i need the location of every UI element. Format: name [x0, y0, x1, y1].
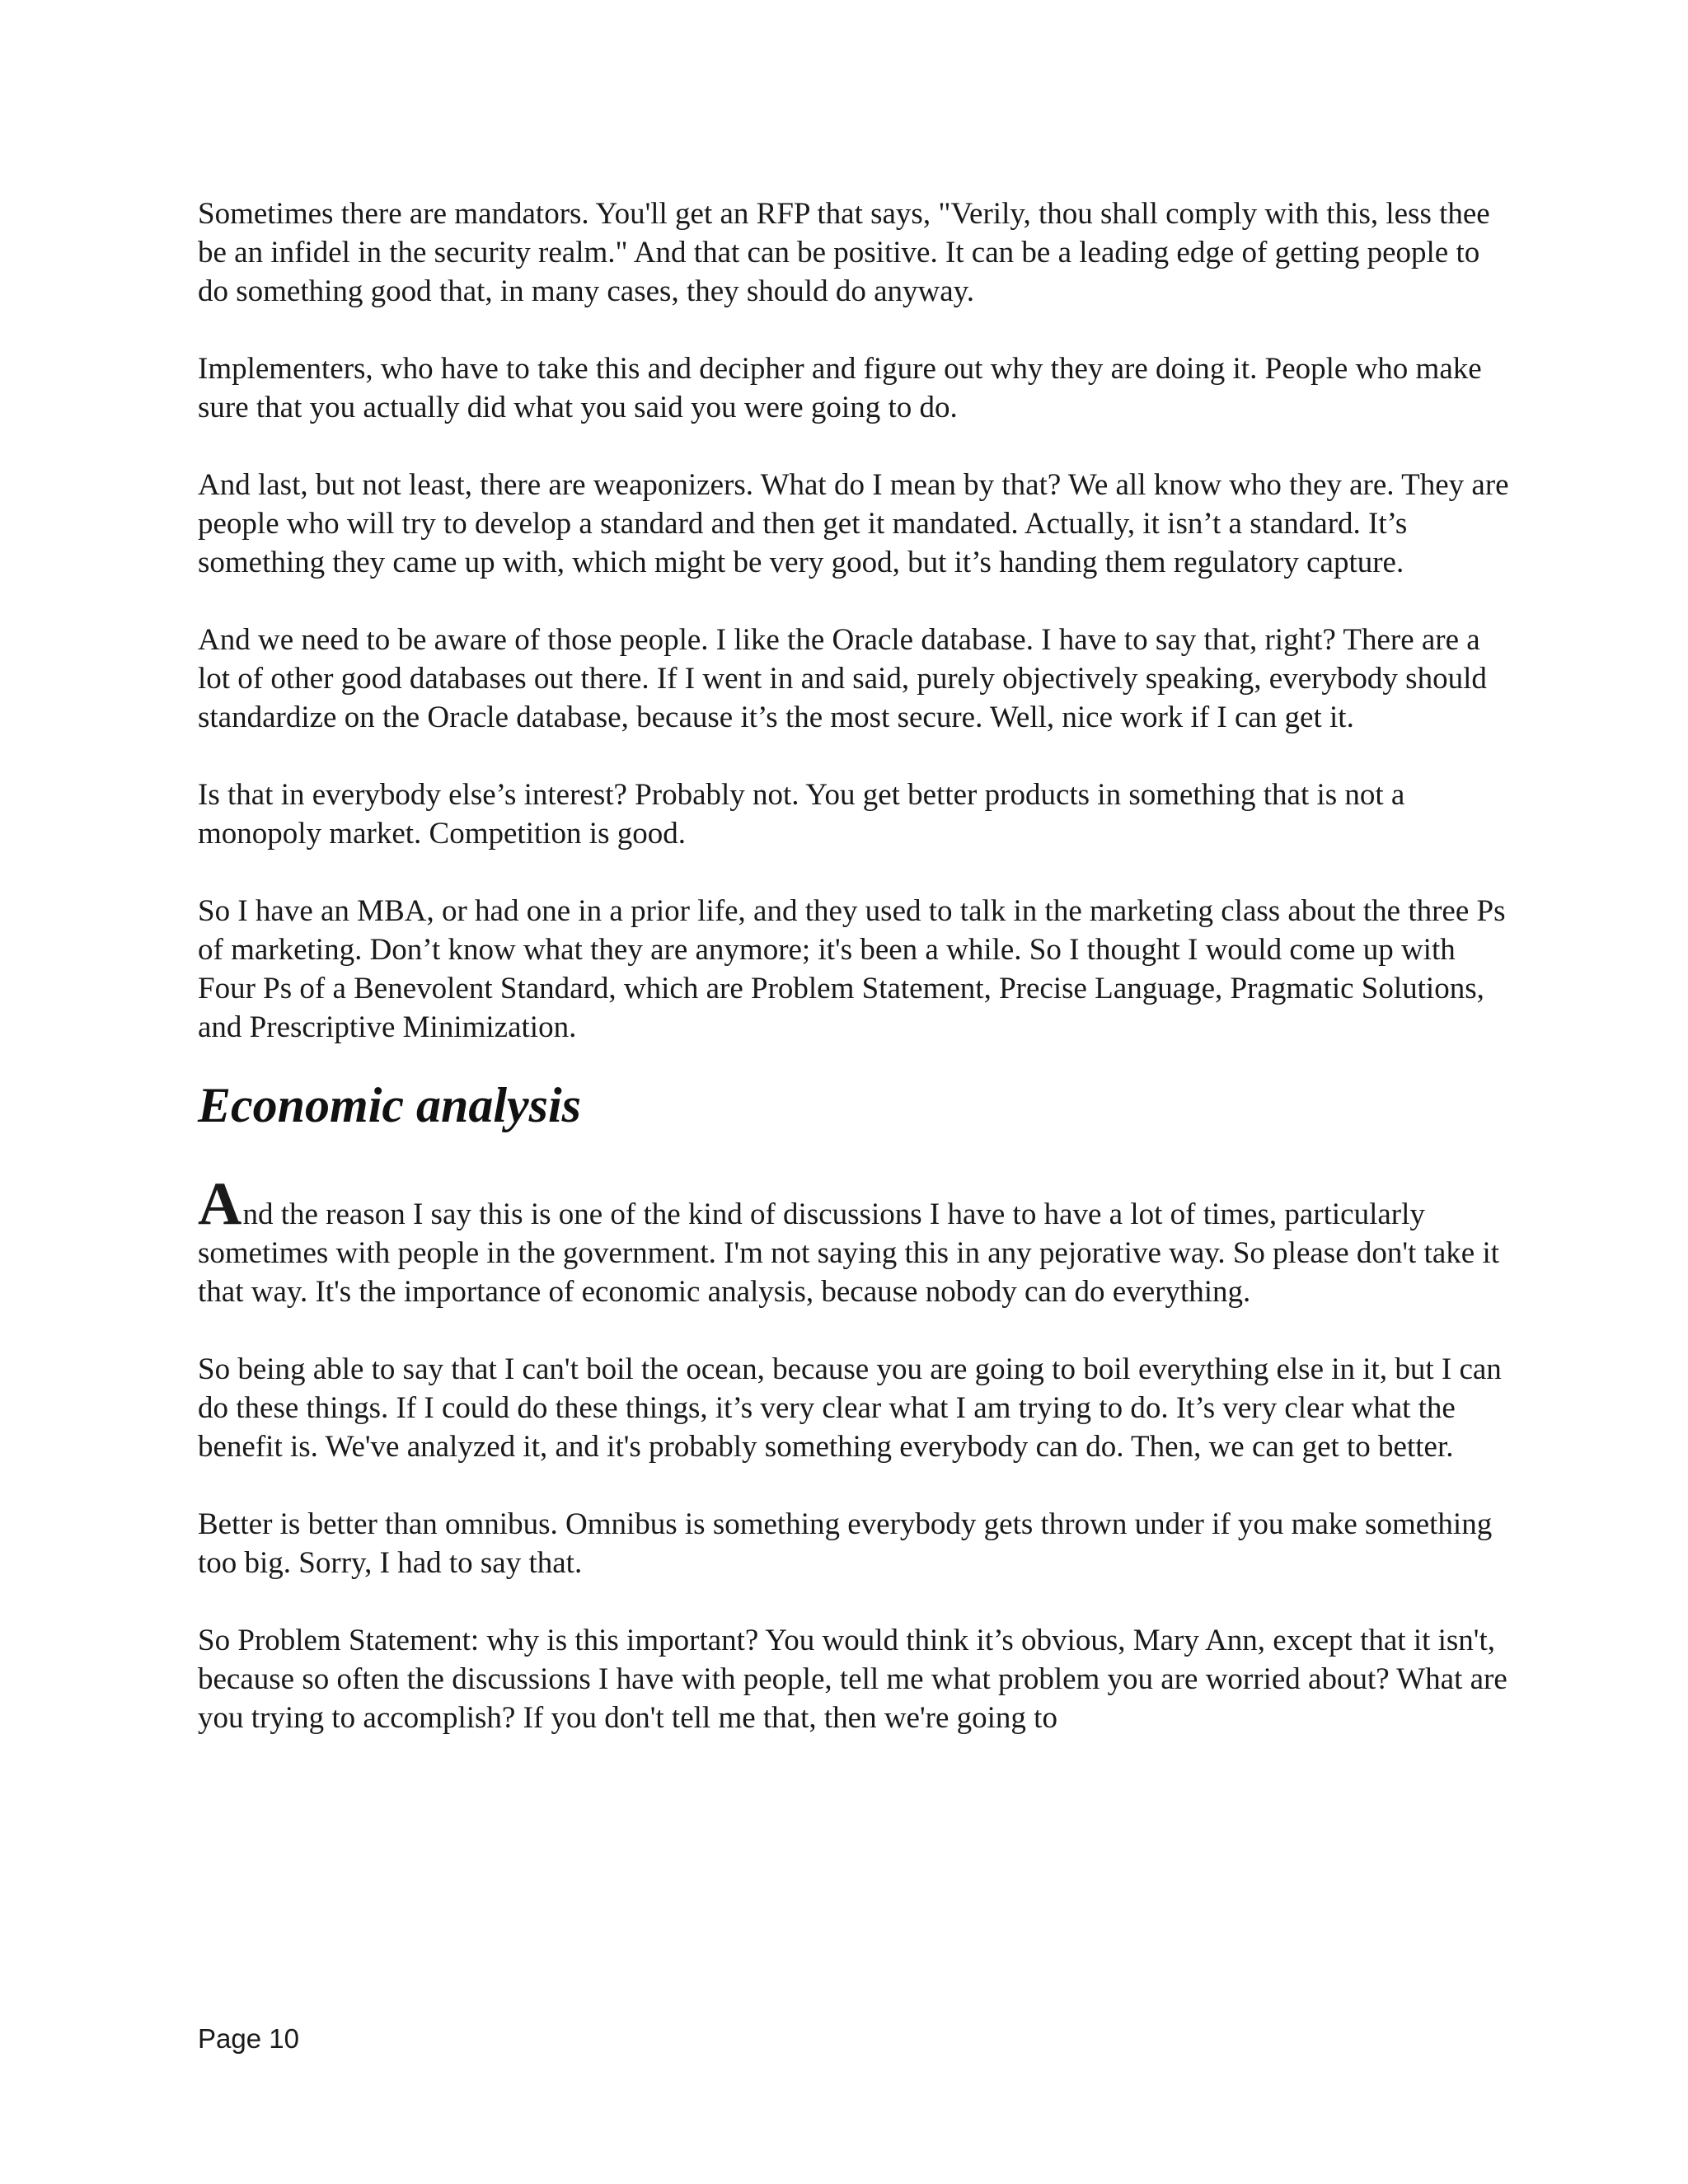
body-paragraph: So being able to say that I can't boil the ocean, because you are going to boil everything else in it, but I can do these things. If I could do these things, it’s very clear what I am trying to do. It’s very clear what the benefit is. We've analyzed it, and it's probably something everybody can do. Then, we can get to better.	[198, 1352, 1502, 1464]
lead-paragraph-text: nd the reason I say this is one of the kind of discussions I have to have a lot of times, particularly sometimes with people in the government. I'm not saying this in any pejorative way. So please don't take it that way. It's the importance of economic analysis, because nobody can do everything.	[198, 1197, 1500, 1309]
body-paragraph: Is that in everybody else’s interest? Probably not. You get better products in something that is not a monopoly market. Competition is good.	[198, 778, 1405, 851]
body-paragraph: And we need to be aware of those people. I like the Oracle database. I have to say that, right? There are a lot of other good databases out there. If I went in and said, purely objectively speaking, everybody should standardize on the Oracle database, because it’s the most secure. Well, nice work if I can get it.	[198, 623, 1487, 734]
section-heading: Economic analysis	[198, 1078, 582, 1132]
body-paragraph: Implementers, who have to take this and decipher and figure out why they are doing it. People who make sure that you actually did what you said you were going to do.	[198, 352, 1482, 424]
body-paragraph: Better is better than omnibus. Omnibus is something everybody gets thrown under if you make something too big. Sorry, I had to say that.	[198, 1507, 1493, 1580]
body-paragraph: And last, but not least, there are weaponizers. What do I mean by that? We all know who they are. They are people who will try to develop a standard and then get it mandated. Actually, it isn’t a standard. It’s something they came up with, which might be very good, but it’s handing them regulatory capture.	[198, 468, 1509, 579]
body-paragraph: So I have an MBA, or had one in a prior life, and they used to talk in the marketing class about the three Ps of marketing. Don’t know what they are anymore; it's been a while. So I thought I would come up with Four Ps of a Benevolent Standard, which are Problem Statement, Precise Language, Pragmatic Solutions, and Prescriptive Minimization.	[198, 894, 1506, 1044]
lead-paragraph	[198, 1170, 1517, 1311]
page-number: Page 10	[198, 2023, 299, 2054]
drop-cap: A	[198, 1170, 242, 1238]
body-paragraph: So Problem Statement: why is this important? You would think it’s obvious, Mary Ann, except that it isn't, because so often the discussions I have with people, tell me what problem you are worried about? What are you trying to accomplish? If you don't tell me that, then we're going to	[198, 1624, 1507, 1735]
document-body	[198, 194, 1517, 1776]
body-paragraph: Sometimes there are mandators. You'll get an RFP that says, "Verily, thou shall comply with this, less thee be an infidel in the security realm." And that can be positive. It can be a leading edge of getting people to do something good that, in many cases, they should do anyway.	[198, 197, 1490, 308]
